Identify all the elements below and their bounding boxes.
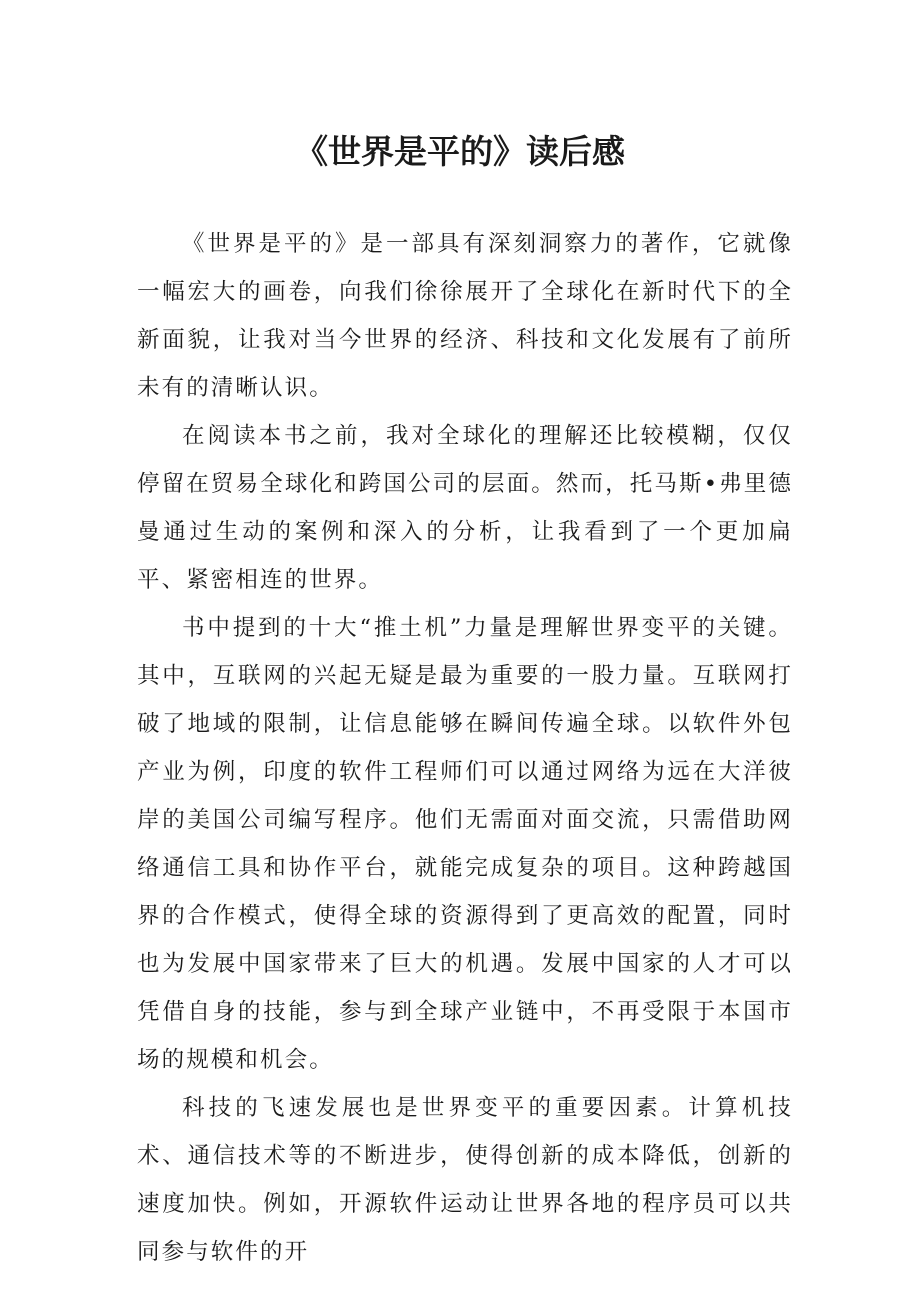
paragraph-1: 《世界是平的》是一部具有深刻洞察力的著作，它就像一幅宏大的画卷，向我们徐徐展开了全球化在新时代下的全新面貌，让我对当今世界的经济、科技和文化发展有了前所未有的清晰认识。	[137, 231, 793, 401]
paragraph-4: 科技的飞速发展也是世界变平的重要因素。计算机技术、通信技术等的不断进步，使得创新的成本降低，创新的速度加快。例如，开源软件运动让世界各地的程序员可以共同参与软件的开	[137, 1095, 793, 1265]
paragraph-2: 在阅读本书之前，我对全球化的理解还比较模糊，仅仅停留在贸易全球化和跨国公司的层面。然而，托马斯•弗里德曼通过生动的案例和深入的分析，让我看到了一个更加扁平、紧密相连的世界。	[137, 423, 793, 593]
document-body	[137, 220, 793, 1276]
document-title: 《世界是平的》读后感	[295, 132, 625, 171]
paragraph-3: 书中提到的十大“推土机”力量是理解世界变平的关键。其中，互联网的兴起无疑是最为重要的一股力量。互联网打破了地域的限制，让信息能够在瞬间传遍全球。以软件外包产业为例，印度的软件工程师们可以通过网络为远在大洋彼岸的美国公司编写程序。他们无需面对面交流，只需借助网络通信工具和协作平台，就能完成复杂的项目。这种跨越国界的合作模式，使得全球的资源得到了更高效的配置，同时也为发展中国家带来了巨大的机遇。发展中国家的人才可以凭借自身的技能，参与到全球产业链中，不再受限于本国市场的规模和机会。	[137, 615, 793, 1073]
